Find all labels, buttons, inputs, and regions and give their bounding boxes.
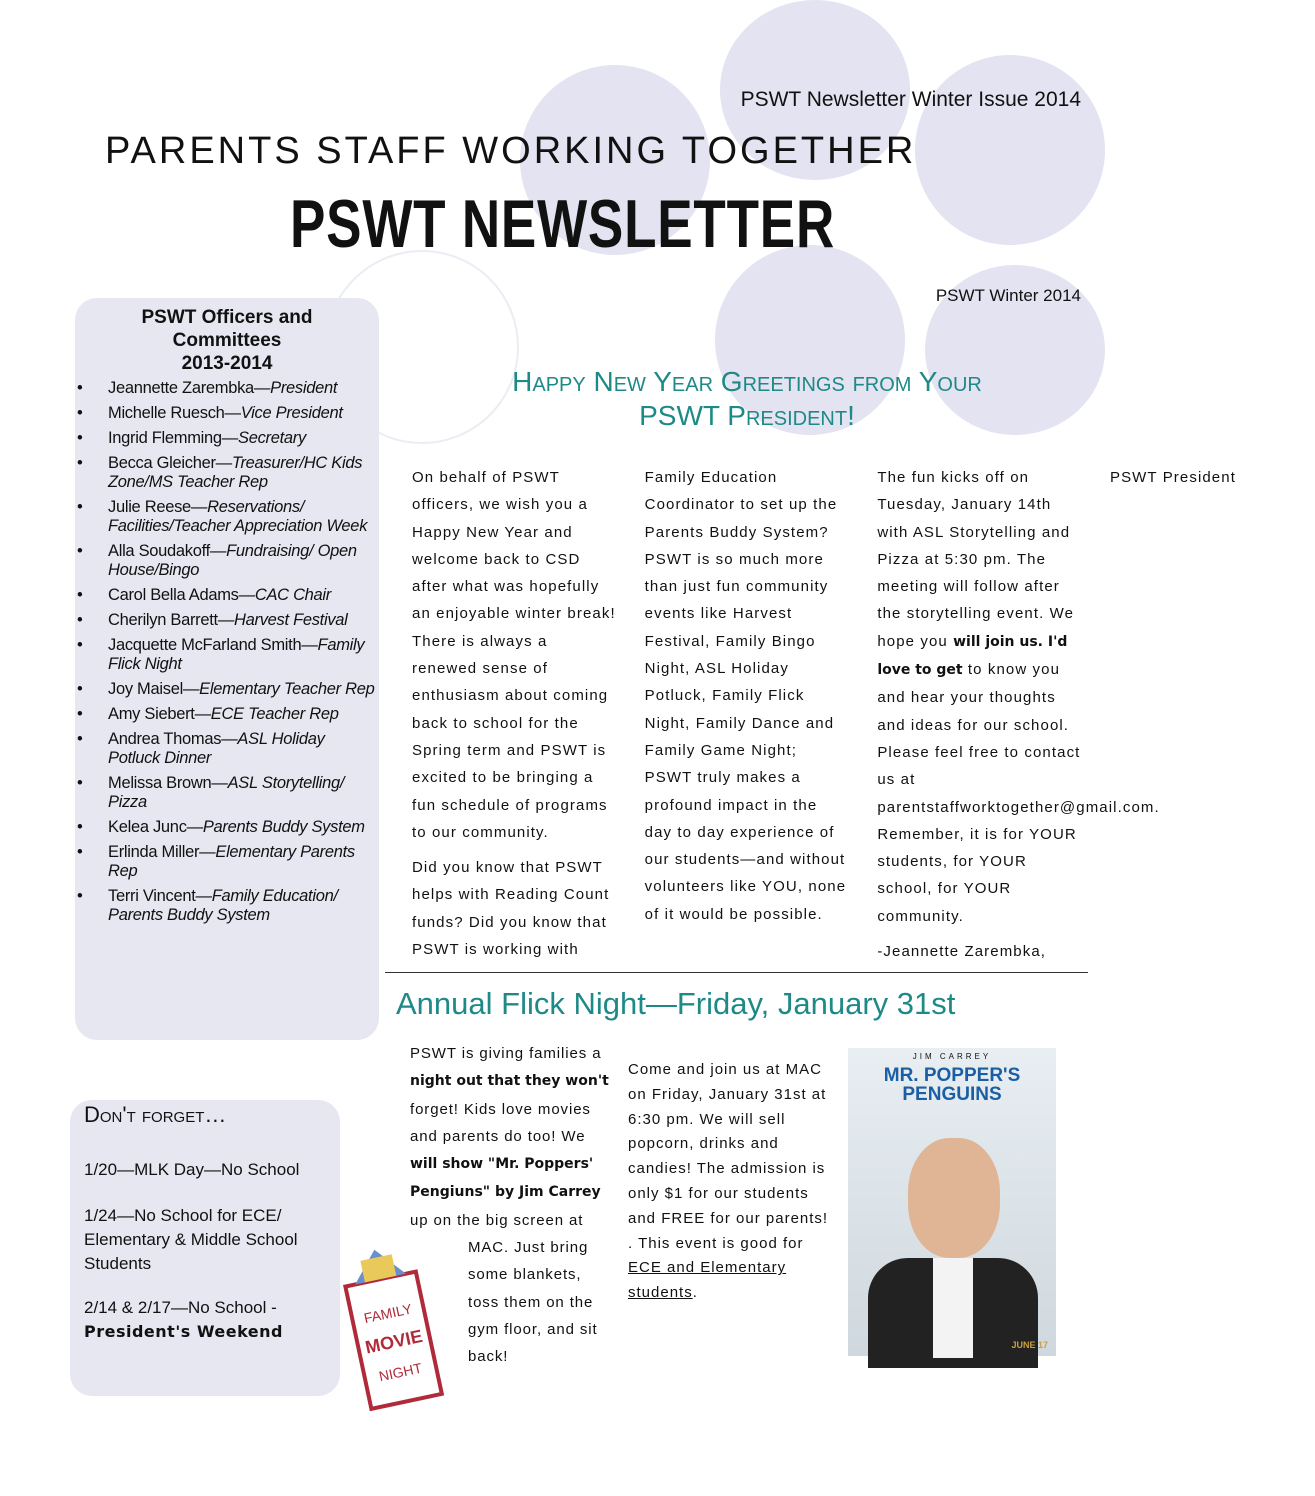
audience-link[interactable]: ECE and Elementary students xyxy=(628,1259,787,1302)
officer-item xyxy=(108,636,379,674)
officer-name: Becca Gleicher— xyxy=(108,454,232,472)
officer-item xyxy=(108,611,379,630)
officer-role: Family Flick Night xyxy=(108,636,365,673)
officer-name: Michelle Ruesch— xyxy=(108,404,241,422)
divider xyxy=(385,972,1088,973)
officer-item xyxy=(108,498,379,536)
officer-item xyxy=(108,730,379,768)
reminder-item: 1/24—No School for ECE/ Elementary & Middle School Students xyxy=(84,1206,298,1273)
svg-text:NIGHT: NIGHT xyxy=(377,1359,424,1385)
reminder-item: 1/20—MLK Day—No School xyxy=(84,1160,300,1179)
officers-list xyxy=(75,379,379,925)
officer-item xyxy=(108,404,379,423)
officer-name: Cherilyn Barrett— xyxy=(108,611,235,629)
officer-item xyxy=(108,379,379,398)
signature-title: PSWT President xyxy=(1109,469,1236,486)
officer-name: Julie Reese— xyxy=(108,498,208,516)
paragraph: The fun kicks off on Tuesday, January 14th with ASL Storytelling and Pizza at 5:30 pm. The meeting will follow after the storytelling event. We hope you will join us. I'd love to get to know you and hear your thoughts and ideas for our school. Please feel free to contact us at parentstaffworktogether@gmail.com. Remember, it is for YOUR students, for YOUR school, for YOUR community. xyxy=(877,469,1160,925)
movie-poster-image: JIM CARREY MR. POPPER'S PENGUINS JUNE 17 xyxy=(848,1048,1056,1356)
officer-role: ASL Holiday Potluck Dinner xyxy=(108,730,325,767)
flick-column-1: PSWT is giving families a night out that they won't forget! Kids love movies and parents do too! We will show "Mr. Poppers' Pengiuns" by Jim Carrey up on the big screen at MAC. Just bring some blankets, toss them on the gym floor, and sit back! xyxy=(410,1045,609,1366)
officer-item xyxy=(108,818,379,837)
officer-name: Carol Bella Adams— xyxy=(108,586,255,604)
kicker-title: PARENTS STAFF WORKING TOGETHER xyxy=(105,130,917,172)
officer-item xyxy=(108,774,379,812)
officer-role: Vice President xyxy=(240,404,343,422)
officer-role: Treasurer/HC Kids Zone/MS Teacher Rep xyxy=(108,454,363,491)
officer-name: Kelea Junc— xyxy=(108,818,203,836)
officer-role: ASL Storytelling/ Pizza xyxy=(108,774,345,811)
officer-item xyxy=(108,887,379,925)
officers-heading: PSWT Officers and Committees 2013-2014 xyxy=(141,307,313,374)
officer-name: Ingrid Flemming— xyxy=(108,429,238,447)
officer-role: Secretary xyxy=(238,429,306,447)
officer-name: Andrea Thomas— xyxy=(108,730,238,748)
paragraph: On behalf of PSWT officers, we wish you a Happy New Year and welcome back to CSD after what was hopefully an enjoyable winter break! There is always a renewed sense of enthusiasm about coming back to school for the Spring term and PSWT is excited to be bringing a fun schedule of programs to our community. xyxy=(412,469,616,841)
officer-name: Jacquette McFarland Smith— xyxy=(108,636,318,654)
reminder-panel xyxy=(70,1100,340,1396)
officer-name: Terri Vincent— xyxy=(108,887,212,905)
officer-role: President xyxy=(270,379,338,397)
officer-role: Harvest Festival xyxy=(234,611,348,629)
officer-role: CAC Chair xyxy=(254,586,331,604)
reminder-heading: Don't forget… xyxy=(84,1102,227,1127)
greeting-article xyxy=(412,464,1236,968)
officer-role: ECE Teacher Rep xyxy=(210,705,339,723)
officer-name: Jeannette Zarembka— xyxy=(108,379,271,397)
officer-role: Parents Buddy System xyxy=(202,818,365,836)
season-label: PSWT Winter 2014 xyxy=(935,286,1081,305)
signature: -Jeannette Zarembka, xyxy=(877,943,1047,961)
officer-role: Fundraising/ Open House/Bingo xyxy=(108,542,357,579)
officers-panel xyxy=(75,298,379,1040)
officer-role: Reservations/ Facilities/Teacher Appreciation Week xyxy=(108,498,368,535)
officer-name: Alla Soudakoff— xyxy=(108,542,227,560)
svg-text:FAMILY: FAMILY xyxy=(362,1300,414,1327)
issue-label: PSWT Newsletter Winter Issue 2014 xyxy=(740,88,1081,111)
officer-item xyxy=(108,542,379,580)
flick-heading: Annual Flick Night—Friday, January 31st xyxy=(396,986,956,1021)
greeting-heading: Happy New Year Greetings from Your PSWT President! xyxy=(512,366,982,431)
officer-item xyxy=(108,429,379,448)
reminder-item: 2/14 & 2/17—No School - President's Weekend xyxy=(84,1298,283,1341)
officer-name: Erlinda Miller— xyxy=(108,843,216,861)
paragraph: Did you know that PSWT helps with Reading Count funds? Did you know that PSWT is working with Family Education Coordinator to set up the Parents Buddy System? PSWT is so much more than just fun community events like Harvest Festival, Family Bingo Night, ASL Holiday Potluck, Family Flick Night, Family Dance and Family Game Night; PSWT truly makes a profound impact in the day to day experience of our students—and without volunteers like YOU, none of it would be possible. xyxy=(412,469,847,959)
flick-column-2: Come and join us at MAC on Friday, January 31st at 6:30 pm. We will sell popcorn, drinks and candies! The admission is only $1 for our students and FREE for our parents! . This event is good for ECE and Elementary students. xyxy=(628,1061,829,1302)
officer-item xyxy=(108,705,379,724)
officer-item xyxy=(108,454,379,492)
svg-text:MOVIE: MOVIE xyxy=(363,1325,425,1358)
officer-item xyxy=(108,586,379,605)
officer-role: Elementary Parents Rep xyxy=(108,843,355,880)
officer-item xyxy=(108,843,379,881)
officer-item xyxy=(108,680,379,699)
officer-role: Elementary Teacher Rep xyxy=(199,680,375,698)
officer-name: Joy Maisel— xyxy=(108,680,200,698)
newsletter-title: PSWT NEWSLETTER xyxy=(290,186,836,262)
officer-name: Melissa Brown— xyxy=(108,774,228,792)
officer-role: Family Education/ Parents Buddy System xyxy=(108,887,338,924)
officer-name: Amy Siebert— xyxy=(108,705,211,723)
